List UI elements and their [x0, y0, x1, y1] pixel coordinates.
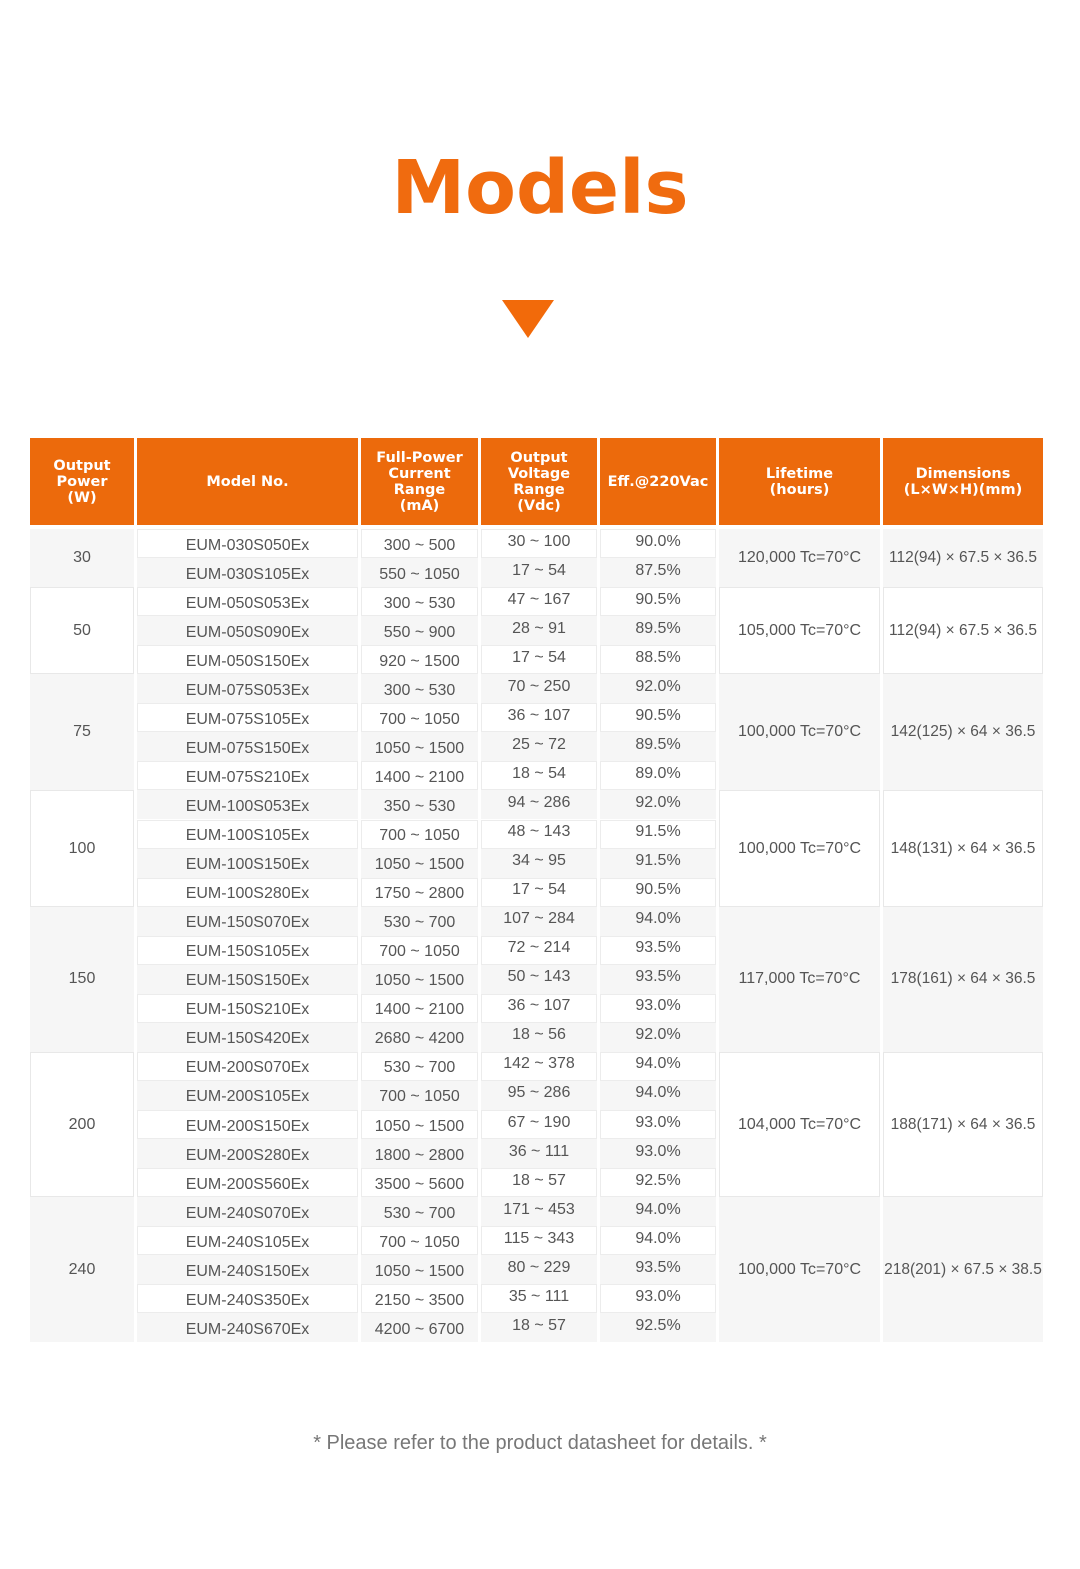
current-range-cell: 2150 ~ 3500 — [361, 1284, 478, 1313]
voltage-range-cell: 34 ~ 95 — [481, 849, 597, 878]
efficiency-cell: 94.0% — [600, 907, 716, 936]
model-no-cell: EUM-240S105Ex — [137, 1226, 358, 1255]
model-no-cell: EUM-030S105Ex — [137, 558, 358, 587]
voltage-range-cell: 70 ~ 250 — [481, 674, 597, 703]
voltage-range-cell: 18 ~ 54 — [481, 761, 597, 790]
current-range-cell: 1800 ~ 2800 — [361, 1139, 478, 1168]
model-no-cell: EUM-030S050Ex — [137, 529, 358, 558]
header-label-line: (L×W×H)(mm) — [903, 481, 1023, 498]
current-range-cell: 530 ~ 700 — [361, 907, 478, 936]
model-no-cell: EUM-150S420Ex — [137, 1023, 358, 1052]
current-range-cell: 700 ~ 1050 — [361, 1226, 478, 1255]
output-power-cell: 100 — [30, 790, 134, 906]
efficiency-cell: 91.5% — [600, 849, 716, 878]
voltage-range-cell: 50 ~ 143 — [481, 965, 597, 994]
current-range-cell: 700 ~ 1050 — [361, 703, 478, 732]
efficiency-cell: 92.5% — [600, 1168, 716, 1197]
efficiency-cell: 93.0% — [600, 1284, 716, 1313]
current-range-cell: 700 ~ 1050 — [361, 820, 478, 849]
voltage-range-cell: 30 ~ 100 — [481, 529, 597, 558]
efficiency-cell: 94.0% — [600, 1197, 716, 1226]
output-power-cell: 50 — [30, 587, 134, 674]
efficiency-cell: 93.5% — [600, 1255, 716, 1284]
model-no-cell: EUM-200S070Ex — [137, 1052, 358, 1081]
table-header-cell — [137, 438, 358, 525]
current-range-cell: 550 ~ 900 — [361, 616, 478, 645]
footnote: * Please refer to the product datasheet for details. * — [313, 1432, 767, 1454]
efficiency-cell: 90.5% — [600, 587, 716, 616]
efficiency-cell: 87.5% — [600, 558, 716, 587]
current-range-cell: 300 ~ 530 — [361, 674, 478, 703]
efficiency-cell: 94.0% — [600, 1081, 716, 1110]
efficiency-cell: 93.0% — [600, 1139, 716, 1168]
model-no-cell: EUM-240S670Ex — [137, 1313, 358, 1342]
header-label-line: Dimensions — [915, 465, 1011, 482]
current-range-cell: 1050 ~ 1500 — [361, 965, 478, 994]
efficiency-cell: 89.5% — [600, 616, 716, 645]
efficiency-cell: 93.0% — [600, 1110, 716, 1139]
model-no-cell: EUM-100S105Ex — [137, 820, 358, 849]
model-no-cell: EUM-050S053Ex — [137, 587, 358, 616]
current-range-cell: 2680 ~ 4200 — [361, 1023, 478, 1052]
current-range-cell: 4200 ~ 6700 — [361, 1313, 478, 1342]
output-power-cell: 200 — [30, 1052, 134, 1197]
voltage-range-cell: 47 ~ 167 — [481, 587, 597, 616]
efficiency-cell: 89.5% — [600, 732, 716, 761]
table-header-cell — [719, 438, 880, 525]
lifetime-cell: 117,000 Tc=70°C — [719, 907, 880, 1052]
header-label-line: (mA) — [399, 497, 440, 514]
voltage-range-cell: 28 ~ 91 — [481, 616, 597, 645]
efficiency-cell: 92.5% — [600, 1313, 716, 1342]
efficiency-cell: 94.0% — [600, 1052, 716, 1081]
current-range-cell: 1400 ~ 2100 — [361, 994, 478, 1023]
lifetime-cell: 105,000 Tc=70°C — [719, 587, 880, 674]
current-range-cell: 300 ~ 500 — [361, 529, 478, 558]
voltage-range-cell: 36 ~ 107 — [481, 994, 597, 1023]
current-range-cell: 1050 ~ 1500 — [361, 849, 478, 878]
current-range-cell: 3500 ~ 5600 — [361, 1168, 478, 1197]
efficiency-cell: 94.0% — [600, 1226, 716, 1255]
voltage-range-cell: 80 ~ 229 — [481, 1255, 597, 1284]
table-header-cell — [361, 438, 478, 525]
model-no-cell: EUM-050S150Ex — [137, 645, 358, 674]
model-no-cell: EUM-200S105Ex — [137, 1081, 358, 1110]
model-no-cell: EUM-050S090Ex — [137, 616, 358, 645]
output-power-cell: 240 — [30, 1197, 134, 1342]
header-label-line: (hours) — [769, 481, 830, 498]
voltage-range-cell: 25 ~ 72 — [481, 732, 597, 761]
header-label-line: (Vdc) — [517, 497, 561, 514]
page-title: Models — [391, 145, 689, 231]
header-label-line: Model No. — [206, 473, 289, 490]
voltage-range-cell: 142 ~ 378 — [481, 1052, 597, 1081]
efficiency-cell: 90.5% — [600, 703, 716, 732]
lifetime-cell: 120,000 Tc=70°C — [719, 529, 880, 587]
header-label-line: Lifetime — [765, 465, 834, 482]
efficiency-cell: 92.0% — [600, 674, 716, 703]
model-no-cell: EUM-240S150Ex — [137, 1255, 358, 1284]
current-range-cell: 300 ~ 530 — [361, 587, 478, 616]
current-range-cell: 350 ~ 530 — [361, 790, 478, 819]
dimensions-cell: 148(131) × 64 × 36.5 — [883, 790, 1043, 906]
voltage-range-cell: 35 ~ 111 — [481, 1284, 597, 1313]
model-no-cell: EUM-075S150Ex — [137, 732, 358, 761]
model-no-cell: EUM-150S070Ex — [137, 907, 358, 936]
model-no-cell: EUM-100S053Ex — [137, 790, 358, 819]
table-header-cell — [481, 438, 597, 525]
current-range-cell: 1750 ~ 2800 — [361, 878, 478, 907]
efficiency-cell: 92.0% — [600, 790, 716, 819]
efficiency-cell: 91.5% — [600, 820, 716, 849]
dimensions-cell: 112(94) × 67.5 × 36.5 — [883, 529, 1043, 587]
efficiency-cell: 88.5% — [600, 645, 716, 674]
lifetime-cell: 104,000 Tc=70°C — [719, 1052, 880, 1197]
voltage-range-cell: 17 ~ 54 — [481, 645, 597, 674]
voltage-range-cell: 18 ~ 57 — [481, 1168, 597, 1197]
voltage-range-cell: 17 ~ 54 — [481, 558, 597, 587]
model-no-cell: EUM-150S210Ex — [137, 994, 358, 1023]
efficiency-cell: 90.5% — [600, 878, 716, 907]
current-range-cell: 920 ~ 1500 — [361, 645, 478, 674]
model-no-cell: EUM-100S280Ex — [137, 878, 358, 907]
model-no-cell: EUM-075S053Ex — [137, 674, 358, 703]
current-range-cell: 700 ~ 1050 — [361, 936, 478, 965]
voltage-range-cell: 48 ~ 143 — [481, 820, 597, 849]
header-label-line: Eff.@220Vac — [607, 473, 709, 490]
model-no-cell: EUM-240S070Ex — [137, 1197, 358, 1226]
current-range-cell: 530 ~ 700 — [361, 1052, 478, 1081]
voltage-range-cell: 18 ~ 56 — [481, 1023, 597, 1052]
voltage-range-cell: 36 ~ 107 — [481, 703, 597, 732]
voltage-range-cell: 94 ~ 286 — [481, 790, 597, 819]
model-no-cell: EUM-075S210Ex — [137, 761, 358, 790]
lifetime-cell: 100,000 Tc=70°C — [719, 1197, 880, 1342]
table-header-cell — [883, 438, 1043, 525]
efficiency-cell: 89.0% — [600, 761, 716, 790]
current-range-cell: 700 ~ 1050 — [361, 1081, 478, 1110]
lifetime-cell: 100,000 Tc=70°C — [719, 674, 880, 790]
lifetime-cell: 100,000 Tc=70°C — [719, 790, 880, 906]
model-no-cell: EUM-100S150Ex — [137, 849, 358, 878]
dimensions-cell: 112(94) × 67.5 × 36.5 — [883, 587, 1043, 674]
model-no-cell: EUM-075S105Ex — [137, 703, 358, 732]
current-range-cell: 1050 ~ 1500 — [361, 732, 478, 761]
header-label-line: (W) — [67, 489, 97, 506]
voltage-range-cell: 72 ~ 214 — [481, 936, 597, 965]
voltage-range-cell: 36 ~ 111 — [481, 1139, 597, 1168]
header-label-line: Current Range — [388, 465, 451, 498]
dimensions-cell: 218(201) × 67.5 × 38.5 — [883, 1197, 1043, 1342]
dimensions-cell: 178(161) × 64 × 36.5 — [883, 907, 1043, 1052]
output-power-cell: 30 — [30, 529, 134, 587]
voltage-range-cell: 115 ~ 343 — [481, 1226, 597, 1255]
header-label-line: Voltage Range — [507, 465, 571, 498]
current-range-cell: 1050 ~ 1500 — [361, 1255, 478, 1284]
efficiency-cell: 90.0% — [600, 529, 716, 558]
output-power-cell: 75 — [30, 674, 134, 790]
table-header-cell — [30, 438, 134, 525]
model-no-cell: EUM-200S560Ex — [137, 1168, 358, 1197]
current-range-cell: 1400 ~ 2100 — [361, 761, 478, 790]
voltage-range-cell: 107 ~ 284 — [481, 907, 597, 936]
output-power-cell: 150 — [30, 907, 134, 1052]
model-no-cell: EUM-200S150Ex — [137, 1110, 358, 1139]
model-no-cell: EUM-150S105Ex — [137, 936, 358, 965]
header-label-line: Full-Power — [376, 449, 463, 466]
dimensions-cell: 142(125) × 64 × 36.5 — [883, 674, 1043, 790]
dimensions-cell: 188(171) × 64 × 36.5 — [883, 1052, 1043, 1197]
current-range-cell: 1050 ~ 1500 — [361, 1110, 478, 1139]
table-header-cell — [600, 438, 716, 525]
efficiency-cell: 93.5% — [600, 936, 716, 965]
voltage-range-cell: 67 ~ 190 — [481, 1110, 597, 1139]
current-range-cell: 550 ~ 1050 — [361, 558, 478, 587]
model-no-cell: EUM-240S350Ex — [137, 1284, 358, 1313]
model-no-cell: EUM-150S150Ex — [137, 965, 358, 994]
voltage-range-cell: 95 ~ 286 — [481, 1081, 597, 1110]
header-label-line: Output — [510, 449, 568, 466]
voltage-range-cell: 171 ~ 453 — [481, 1197, 597, 1226]
efficiency-cell: 93.5% — [600, 965, 716, 994]
efficiency-cell: 92.0% — [600, 1023, 716, 1052]
current-range-cell: 530 ~ 700 — [361, 1197, 478, 1226]
voltage-range-cell: 18 ~ 57 — [481, 1313, 597, 1342]
model-no-cell: EUM-200S280Ex — [137, 1139, 358, 1168]
efficiency-cell: 93.0% — [600, 994, 716, 1023]
voltage-range-cell: 17 ~ 54 — [481, 878, 597, 907]
header-label-line: Output Power — [53, 457, 111, 490]
